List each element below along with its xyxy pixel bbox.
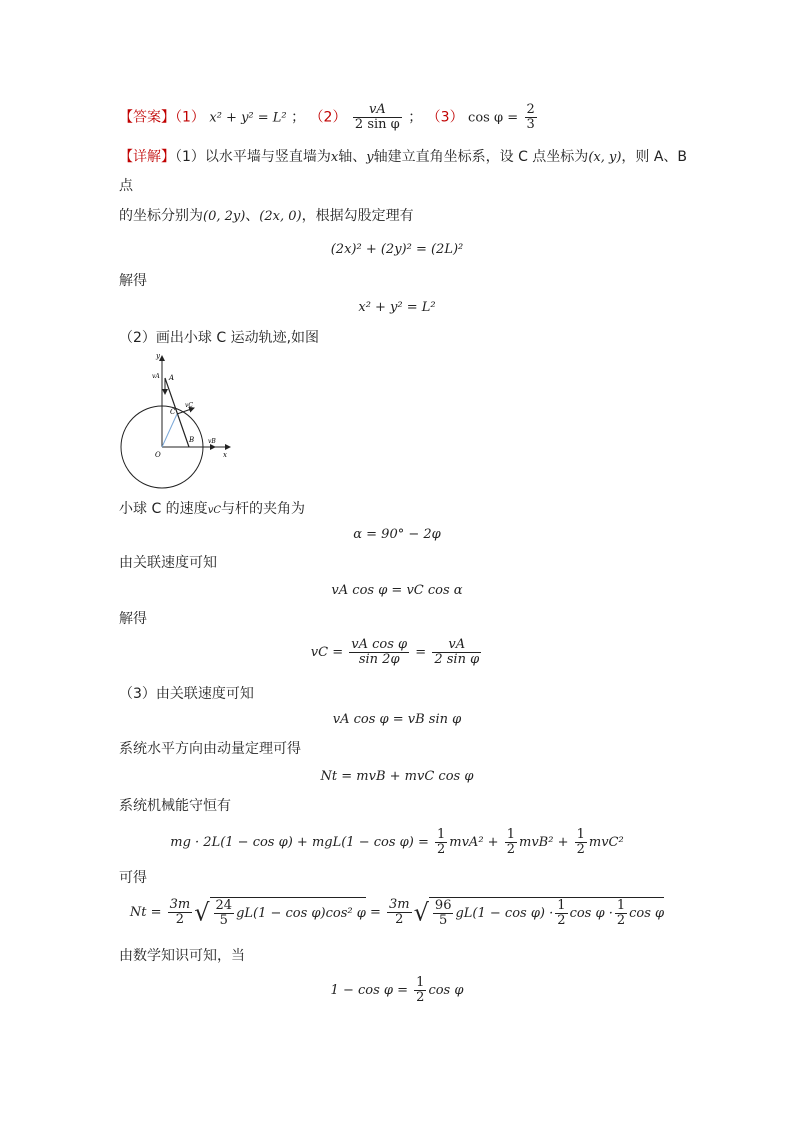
sqrt-icon-2: √ [413, 898, 429, 927]
eq9-r1-den: 5 [219, 913, 228, 928]
eq10-lhs: 1 − cos φ = [330, 983, 409, 998]
detail-line3-a: 小球 C 的速度 [119, 501, 208, 517]
detail-line2-point-a: (0, 2y) [203, 209, 246, 224]
equation-condition [0, 976, 794, 1005]
eq9-r2-tail: gL(1 − cos φ) · [455, 906, 554, 921]
eq9-half-1-den: 2 [557, 913, 566, 928]
eq5-equals: = [415, 645, 427, 660]
eq10-den: 2 [416, 990, 425, 1005]
x-axis-label: x [223, 451, 227, 459]
eq8-half-1-den: 2 [436, 842, 446, 857]
eq5-num-2: vA [432, 638, 481, 653]
eq5-fraction-1 [349, 638, 409, 667]
detail-line1-b: 轴、 [338, 149, 367, 165]
eq9-half-2-num: 1 [616, 898, 626, 913]
eq9-r1-tail: gL(1 − cos φ)cos² φ [236, 906, 366, 921]
eq9-half-1-num: 1 [557, 898, 566, 913]
eq5-lhs: vC = [310, 645, 344, 660]
answer-tag: 【答案】 [119, 109, 175, 126]
equation-related-velocity-2: vA cos φ = vB sin φ [332, 712, 462, 727]
detail-line-3 [119, 500, 305, 520]
eq8-half-3-den: 2 [576, 842, 585, 857]
energy-conservation-line: 系统机械能守恒有 [119, 798, 231, 814]
point-c-label: C [170, 408, 176, 416]
part-2-heading: （2）画出小球 C 运动轨迹,如图 [119, 330, 320, 346]
math-knowledge-line: 由数学知识可知，当 [119, 948, 245, 964]
answer-part3-fraction [525, 103, 537, 132]
equation-circle: x² + y² = L² [358, 300, 436, 315]
vc-label: vC [185, 402, 193, 409]
eq10-rhs: cos φ [428, 983, 464, 998]
detail-line3-vc: vC [207, 505, 221, 516]
rod-line [165, 378, 189, 447]
eq9-r2-den: 5 [439, 913, 448, 928]
eq9-r1-fraction [214, 899, 235, 928]
answer-sep-2: ； [408, 109, 423, 126]
sqrt-icon: √ [194, 898, 210, 927]
radius-line [162, 414, 177, 447]
eq8-term-3: mvC² [588, 835, 624, 850]
origin-label: O [155, 451, 161, 459]
eq9-r2-num: 96 [434, 898, 452, 913]
eq8-half-2-num: 1 [506, 827, 515, 842]
eq9-radical-1 [210, 897, 366, 928]
eq9-coef-1-num: 3m [169, 897, 191, 912]
eq9-equals: = [369, 905, 381, 920]
can-get-label: 可得 [119, 870, 147, 886]
momentum-theorem-line: 系统水平方向由动量定理可得 [119, 741, 301, 757]
eq9-radical-2 [429, 897, 664, 928]
detail-line1-y: y [366, 150, 374, 165]
eq5-fraction-2 [432, 638, 481, 667]
eq5-num-1: vA cos φ [351, 637, 408, 652]
eq8-lhs: mg · 2L(1 − cos φ) + mgL(1 − cos φ) = [170, 835, 429, 850]
answer-part2-den: 2 sin φ [354, 117, 400, 132]
equation-pythagoras: (2x)² + (2y)² = (2L)² [330, 242, 464, 257]
detail-line3-b: 与杆的夹角为 [221, 501, 305, 517]
eq9-coef-1-den: 2 [175, 912, 185, 927]
eq5-den-2: 2 sin φ [434, 652, 480, 667]
eq9-r2-half-2 [615, 899, 627, 928]
detail-line-1 [119, 148, 687, 167]
eq9-r1-num: 24 [215, 898, 233, 913]
eq9-r2-half-1 [555, 899, 567, 928]
detail-tag: 【详解】 [119, 149, 175, 165]
equation-momentum: Nt = mvB + mvC cos φ [320, 769, 474, 784]
eq8-half-1 [435, 828, 447, 857]
detail-line2-c: ，根据勾股定理有 [301, 208, 414, 224]
eq9-coef-2 [387, 898, 412, 927]
solve-label-1: 解得 [119, 273, 147, 289]
answer-part2-num: vA [353, 103, 402, 118]
eq10-num: 1 [416, 975, 425, 990]
answer-part2-fraction [353, 103, 402, 132]
equation-related-velocity-1: vA cos φ = vC cos α [331, 583, 463, 598]
eq9-half-2-den: 2 [616, 913, 626, 928]
answer-part3-den: 3 [526, 117, 535, 132]
eq9-coef-1 [168, 898, 193, 927]
eq8-half-1-num: 1 [436, 827, 446, 842]
detail-line-2 [119, 207, 414, 226]
answer-part3-lhs: cos φ = [468, 110, 519, 126]
va-label: vA [152, 373, 160, 380]
part-3-heading: （3）由关联速度可知 [119, 686, 254, 702]
related-velocity-1: 由关联速度可知 [119, 555, 217, 571]
detail-line1-a: （1）以水平墙与竖直墙为 [175, 149, 331, 165]
eq9-coef-2-den: 2 [395, 912, 404, 927]
eq9-lhs: Nt = [129, 905, 162, 920]
answer-part1-label: （1） [175, 109, 205, 126]
detail-line2-b: 、 [245, 208, 260, 224]
point-a-label: A [169, 374, 175, 382]
detail-line-1-wrap: 点 [119, 178, 133, 194]
equation-energy: mg · 2L(1 − cos φ) + mgL(1 − cos φ) = $\frac{1}{2}$ mvA² + $\frac{1}{2}$ mvB² + $\frac{1}{2}$ mvC² [170, 827, 624, 857]
eq9-coef-2-num: 3m [389, 897, 410, 912]
equation-alpha: α = 90° − 2φ [353, 527, 441, 542]
detail-line1-coord: (x, y) [588, 150, 622, 165]
eq9-r2-end: cos φ [629, 906, 665, 921]
answer-part3-num: 2 [526, 102, 535, 117]
equation-vc [0, 638, 794, 667]
y-axis-label: y [156, 352, 160, 360]
eq8-half-2-den: 2 [506, 842, 515, 857]
solve-label-2: 解得 [119, 611, 147, 627]
detail-line2-point-b: (2x, 0) [259, 209, 302, 224]
eq8-term-1: mvA² [449, 835, 484, 850]
answer-line [119, 103, 539, 132]
eq9-r2-mid: cos φ · [569, 906, 613, 921]
trajectory-diagram [115, 350, 245, 495]
answer-part3-label: （3） [426, 109, 464, 126]
eq8-term-2: mvB² [519, 835, 554, 850]
vb-label: vB [208, 438, 216, 445]
equation-nt [0, 897, 794, 928]
eq9-r2-fraction [433, 899, 454, 928]
eq8-half-2 [505, 828, 517, 857]
answer-part1-eq: x² + y² = L² [209, 110, 287, 126]
eq8-half-3-num: 1 [576, 827, 585, 842]
point-b-label: B [189, 436, 195, 444]
answer-part2-label: （2） [309, 109, 347, 126]
detail-line1-x: x [330, 150, 339, 165]
detail-line1-c: 轴建立直角坐标系，设 C 点坐标为 [373, 149, 589, 165]
eq8-half-3 [575, 828, 587, 857]
answer-sep-1: ； [291, 109, 306, 126]
detail-line1-d: ，则 A、B [621, 149, 688, 165]
detail-line2-a: 的坐标分别为 [119, 208, 203, 224]
eq5-den-1: sin 2φ [358, 652, 400, 667]
eq10-fraction [414, 976, 426, 1005]
